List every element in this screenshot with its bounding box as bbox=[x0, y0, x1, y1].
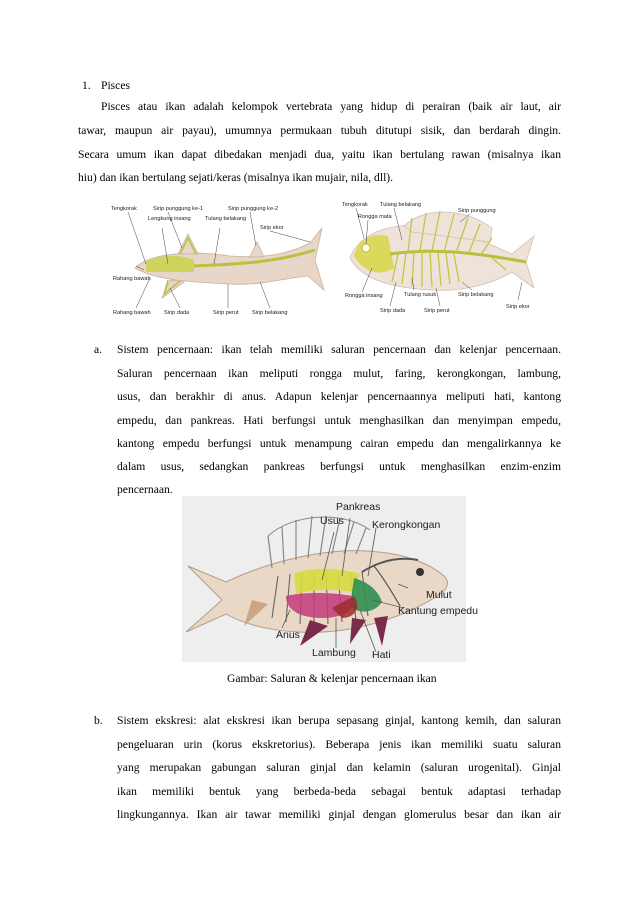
item-a-line-4: empedu, dan pankreas. Hati berfungsi untuk menghasilkan dan menyimpan empedu, bbox=[117, 414, 561, 427]
shark-label-sirip-ekor: Sirip ekor bbox=[260, 225, 284, 231]
bony-label-tengkorak: Tengkorak bbox=[342, 202, 368, 208]
item-a-marker: a. bbox=[94, 343, 103, 356]
bony-label-rongga-mata: Rongga mata bbox=[358, 214, 392, 220]
digestive-label-pankreas: Pankreas bbox=[336, 501, 381, 513]
digestive-label-lambung: Lambung bbox=[312, 647, 356, 659]
intro-line-2: tawar, maupun air payau), umumnya permukaan tubuh ditutupi sisik, dan berdarah dingin. bbox=[78, 124, 561, 137]
digestive-label-usus: Usus bbox=[320, 515, 344, 527]
shark-skeleton-illustration bbox=[110, 198, 330, 320]
item-a-line-1: Sistem pencernaan: ikan telah memiliki saluran pencernaan dan kelenjar pencernaan. bbox=[117, 343, 561, 356]
item-b-marker: b. bbox=[94, 714, 103, 727]
shark-label-tengkorak: Tengkorak bbox=[111, 206, 137, 212]
bony-label-tulang-rusuk: Tulang rusuk bbox=[404, 292, 437, 298]
bony-fish-skeleton-figure bbox=[342, 198, 538, 320]
digestive-label-hati: Hati bbox=[372, 649, 391, 661]
item-a-line-2: Saluran pencernaan ikan meliputi rongga mulut, faring, kerongkongan, lambung, bbox=[117, 367, 561, 380]
shark-label-sirip-belakang: Sirip belakang bbox=[252, 310, 288, 316]
item-a-line-6: dalam usus, sedangkan pankreas berfungsi untuk menghasilkan enzim-enzim bbox=[117, 460, 561, 473]
digestive-label-mulut: Mulut bbox=[426, 589, 452, 601]
bony-label-rongga-insang: Rongga insang bbox=[345, 293, 383, 299]
shark-label-sirip-perut: Sirip perut bbox=[213, 310, 239, 316]
shark-label-rahang-bawah: Rahang bawah bbox=[113, 310, 151, 316]
section-title: Pisces bbox=[101, 79, 130, 92]
item-b-line-5: lingkungannya. Ikan air tawar memiliki ginjal dengan glomerulus besar dan ikan air bbox=[117, 808, 561, 821]
shark-label-sirip-punggung-2: Sirip punggung ke-2 bbox=[228, 206, 279, 212]
section-number: 1. bbox=[82, 79, 91, 92]
intro-line-1: Pisces atau ikan adalah kelompok vertebrata yang hidup di perairan (baik air laut, air bbox=[101, 100, 561, 113]
shark-label-sirip-punggung-1: Sirip punggung ke-1 bbox=[153, 206, 204, 212]
item-a-line-7: pencernaan. bbox=[117, 483, 173, 496]
intro-line-3: Secara umum ikan dapat dibedakan menjadi dua, yaitu ikan bertulang rawan (misalnya ikan bbox=[78, 148, 561, 161]
digestive-label-kerongkongan: Kerongkongan bbox=[372, 519, 441, 531]
bony-label-sirip-perut: Sirip perut bbox=[424, 308, 450, 314]
shark-skeleton-figure bbox=[110, 198, 330, 320]
shark-label-lengkung-insang: Lengkung insang bbox=[148, 216, 191, 222]
figure-caption: Gambar: Saluran & kelenjar pencernaan ikan bbox=[227, 672, 437, 685]
intro-line-4: hiu) dan ikan bertulang sejati/keras (misalnya ikan mujair, nila, dll). bbox=[78, 171, 394, 184]
bony-label-sirip-punggung: Sirip punggung bbox=[458, 208, 496, 214]
shark-label-tulang-belakang: Tulang belakang bbox=[205, 216, 247, 222]
item-b-line-3: yang merupakan gabungan saluran ginjal dan kelamin (saluran urogenital). Ginjal bbox=[117, 761, 561, 774]
item-b-line-1: Sistem ekskresi: alat ekskresi ikan berupa sepasang ginjal, kantong kemih, dan saluran bbox=[117, 714, 561, 727]
item-b-line-2: pengeluaran urin (korus ekskretorius). Beberapa jenis ikan memiliki suatu saluran bbox=[117, 738, 561, 751]
bony-label-tulang-belakang: Tulang belakang bbox=[380, 202, 422, 208]
item-a-line-3: usus, dan berakhir di anus. Adapun kelenjar pencernaannya meliputi hati, kantong bbox=[117, 390, 561, 403]
digestive-label-kantung-empedu: Kantung empedu bbox=[398, 605, 478, 617]
digestive-illustration bbox=[182, 496, 478, 662]
bony-fish-skeleton-illustration bbox=[342, 198, 538, 320]
digestive-figure bbox=[182, 496, 478, 662]
bony-label-sirip-ekor: Sirip ekor bbox=[506, 304, 530, 310]
digestive-label-anus: Anus bbox=[276, 629, 300, 641]
item-b-line-4: ikan memiliki bentuk yang berbeda-beda sebagai bentuk adaptasi terhadap bbox=[117, 785, 561, 798]
item-a-line-5: kantong empedu berfungsi untuk menampung cairan empedu dan mengalirkannya ke bbox=[117, 437, 561, 450]
shark-label-rahang-bawah-side: Rahang bawah bbox=[113, 276, 151, 282]
shark-label-sirip-dada: Sirip dada bbox=[164, 310, 190, 316]
bony-label-sirip-dada: Sirip dada bbox=[380, 308, 406, 314]
bony-label-sirip-belakang: Sirip belakang bbox=[458, 292, 494, 298]
